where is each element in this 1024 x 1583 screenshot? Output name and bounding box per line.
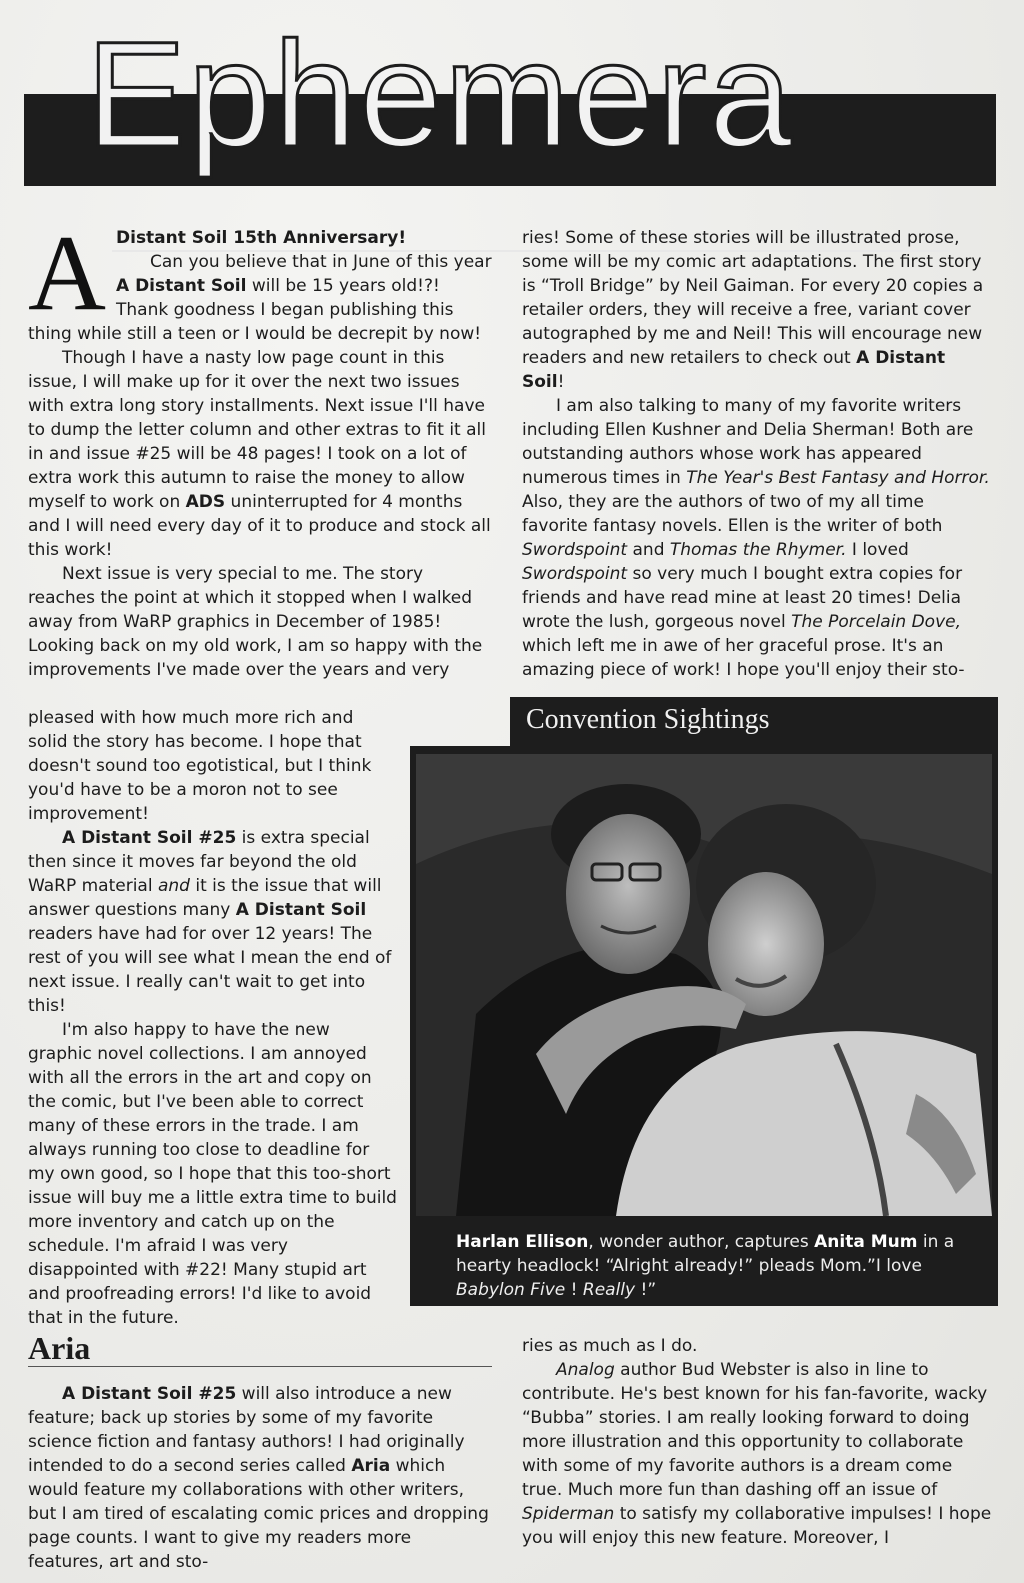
aria-p1-text-b: which would feature my collaborations with other writers, but I am tired of escalating comic prices and dropping page counts. I want to give my readers more features, art and sto- (28, 1456, 489, 1572)
caption-text-e: !” (635, 1280, 657, 1300)
intro-heading-text: Distant Soil 15th Anniversary! (116, 228, 407, 248)
caption-text-a: , wonder author, captures (588, 1232, 815, 1252)
caption-text-d: ! (565, 1280, 583, 1300)
intro-article (28, 214, 492, 682)
aria-heading: Aria (28, 1330, 91, 1366)
intro-p2-text-end: uninterrupted for 4 months and I will need every day of it to produce and stock all this work! (28, 492, 491, 560)
intro-p3-text: Next issue is very special to me. The story reaches the point at which it stopped when I walked away from WaRP graphics in December of 1985! Looking back on my old work, I am so happy with the improvements I've made over the years and very (28, 564, 483, 680)
caption-italic-2: Really (582, 1280, 636, 1300)
right-column-article (522, 226, 992, 682)
intro-paragraph-2 (28, 346, 492, 562)
aria-right-paragraph-1 (522, 1334, 992, 1358)
intro-p1-text-end: will be 15 years old!?! Thank goodness I began publishing this thing while still a teen or I would be decrepit by now! (28, 276, 482, 344)
drop-cap: A (28, 214, 106, 333)
right-p2-italic-1: The Year's Best Fantasy and Horror. (686, 468, 990, 488)
narrow-p4-italic: and (157, 876, 190, 896)
convention-title: Convention Sightings (526, 704, 770, 735)
right-p2-text-d: I loved (846, 540, 909, 560)
right2-p2-italic-2: Spiderman (522, 1504, 615, 1524)
caption-bold-2: Anita Mum (814, 1232, 918, 1252)
intro-p1-text: Can you believe that in June of this year (150, 252, 492, 272)
right-p2-italic-2: Swordspoint (522, 540, 628, 560)
narrow-p5-text: I'm also happy to have the new graphic novel collections. I am annoyed with all the errors in the art and copy on the comic, but I've been able to correct many of these errors in the trade. I am always running too close to deadline for my own good, so I hope that this too-short issue will buy me a little extra time to build more inventory and catch up on the schedule. I'm afraid I was very disappointed with #22! Many stupid art and proofreading errors! I'd like to avoid that in the future. (28, 1020, 397, 1328)
right2-p1-text: ries as much as I do. (522, 1336, 698, 1356)
caption-italic-1: Babylon Five (456, 1280, 566, 1300)
right2-p2-text-a: author Bud Webster is also in line to contribute. He's best known for his fan-favorite, wacky “Bubba” stories. I am really looking forward to doing more illustration and this opportunity to collaborate with some of my favorite authors is a dream come true. Much more fun than dashing off an issue of (522, 1360, 988, 1500)
aria-article (28, 1382, 492, 1574)
aria-p1-bold: A Distant Soil #25 (62, 1384, 237, 1404)
narrow-p4-text-a: is extra special then since it moves far beyond the old WaRP material (28, 828, 370, 896)
right2-p2-italic-1: Analog (556, 1360, 615, 1380)
convention-photo (416, 754, 992, 1216)
narrow-p4-bold-2: A Distant Soil (235, 900, 367, 920)
convention-frame (410, 746, 998, 1306)
right-p2-text-a: I am also talking to many of my favorite writers including Ellen Kushner and Delia Sherman! Both are outstanding authors whose work has appeared numerous times in (522, 396, 974, 488)
aria-article-continued (522, 1334, 992, 1550)
convention-caption (456, 1230, 976, 1302)
narrow-p4-text-b: it is the issue that will answer questions many (28, 876, 382, 920)
right-paragraph-2 (522, 394, 992, 682)
right-p2-italic-5: The Porcelain Dove, (791, 612, 962, 632)
intro-paragraph-4 (28, 826, 398, 1018)
aria-paragraph-1 (28, 1382, 492, 1574)
aria-right-paragraph-2 (522, 1358, 992, 1550)
photo-illustration (416, 754, 992, 1216)
right-p1-text: ries! Some of these stories will be illustrated prose, some will be my comic art adaptations. The first story is “Troll Bridge” by Neil Gaiman. For every 20 copies a retailer orders, they will receive a free, variant cover autographed by me and Neil! This will encourage new readers and new retailers to check out (522, 228, 984, 368)
narrow-p4-bold: A Distant Soil #25 (62, 828, 237, 848)
narrow-p3-text: pleased with how much more rich and solid the story has become. I hope that doesn't sound too egotistical, but I think you'd have to be a moron not to see improvement! (28, 708, 372, 824)
aria-p1-bold-2: Aria (351, 1456, 391, 1476)
right-p2-text-c: and (627, 540, 670, 560)
intro-p1-bold: A Distant Soil (116, 276, 247, 296)
intro-paragraph-3-cont (28, 706, 398, 826)
right-p2-text-e: so very much I bought extra copies for friends and have read mine at least 20 times! Delia wrote the lush, gorgeous novel (522, 564, 963, 632)
intro-article-continued (28, 706, 398, 1330)
caption-text-c: in a hearty headlock! “Alright already!” pleads Mom.”I love (456, 1232, 955, 1276)
intro-paragraph-3 (28, 562, 492, 682)
right-p2-text-b: Also, they are the authors of two of my all time favorite fantasy novels. Ellen is the writer of both (522, 492, 943, 536)
intro-p2-bold: ADS (185, 492, 226, 512)
right-p1-end: ! (557, 372, 565, 392)
right-paragraph-1 (522, 226, 992, 394)
right-p2-text-f: which left me in awe of her graceful prose. It's an amazing piece of work! I hope you'll enjoy their sto- (522, 636, 965, 680)
intro-paragraph-5 (28, 1018, 398, 1330)
narrow-p4-text-c: readers have had for over 12 years! The rest of you will see what I mean the end of next issue. I really can't wait to get into this! (28, 924, 392, 1016)
right2-p2-text-b: to satisfy my collaborative impulses! I hope you will enjoy this new feature. Moreover, I (522, 1504, 992, 1548)
masthead-title: Ephemera (86, 10, 795, 178)
right-p2-italic-3: Thomas the Rhymer. (669, 540, 847, 560)
right-p2-italic-4: Swordspoint (522, 564, 628, 584)
right-p1-bold: A Distant Soil (522, 348, 946, 392)
convention-header (510, 697, 998, 747)
aria-rule (28, 1366, 492, 1367)
intro-p2-text: Though I have a nasty low page count in this issue, I will make up for it over the next two issues with extra long story installments. Next issue I'll have to dump the letter column and other extras to fit it all in and issue #25 will be 48 pages! I took on a lot of extra work this autumn to raise the money to allow myself to work on (28, 348, 486, 512)
caption-bold-1: Harlan Ellison (456, 1232, 589, 1252)
aria-p1-text-a: will also introduce a new feature; back up stories by some of my favorite science fiction and fantasy authors! I had originally intended to do a second series called (28, 1384, 465, 1476)
